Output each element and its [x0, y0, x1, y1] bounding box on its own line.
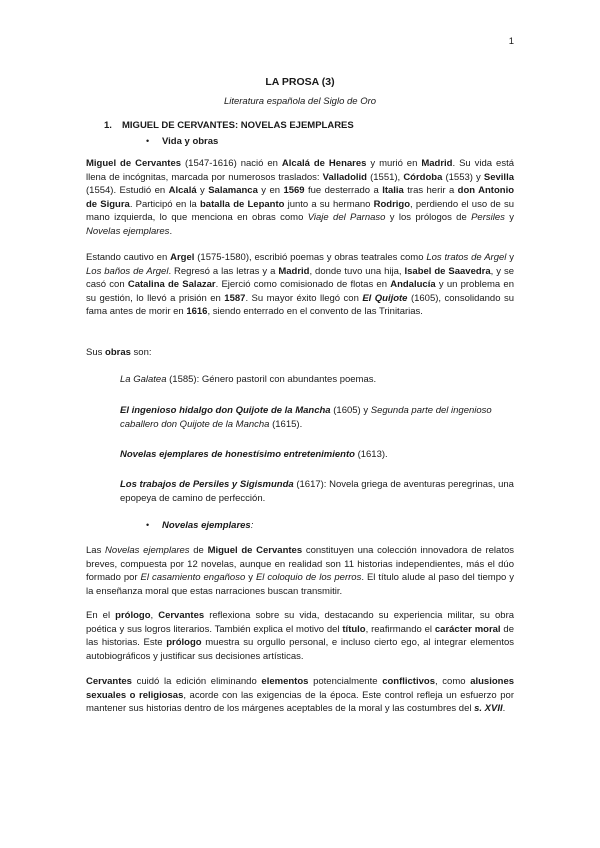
text-bold: obras: [105, 347, 131, 358]
text-bold: Alcalá: [168, 185, 197, 197]
bullet-label: Novelas ejemplares: [162, 520, 251, 531]
text-bold: conflictivos: [382, 676, 435, 687]
text-bold: Miguel de Cervantes: [207, 545, 303, 556]
text: . Participó en la: [129, 198, 200, 210]
work-title: El ingenioso hidalgo don Quijote de la Mancha: [120, 405, 331, 416]
text-bold: Isabel de Saavedra: [404, 265, 491, 277]
text-bold: Córdoba: [403, 171, 443, 183]
text: .: [169, 225, 173, 237]
work-item: [120, 373, 514, 387]
text: son:: [130, 347, 152, 358]
paragraph-edicion: [86, 675, 514, 716]
section-heading: [104, 120, 354, 131]
work-description: (1617): Novela griega de aventuras peregrinas, una epopeya de camino de perfección.: [120, 479, 514, 504]
text-bold: 1616: [186, 306, 208, 318]
section-number: 1.: [104, 120, 112, 131]
text: y: [504, 212, 514, 224]
text: de las historias. Este: [86, 623, 514, 649]
text: ,: [150, 610, 159, 621]
work-description: (1605) y: [330, 405, 371, 416]
text: reflexiona sobre su vida, destacando su experiencia militar, su obra poética y sus logros literarios. También explica el motivo del: [86, 610, 515, 635]
text: y: [245, 572, 256, 584]
text: (1551),: [367, 171, 404, 183]
work-title: Los trabajos de Persiles y Sigismunda: [120, 479, 294, 490]
text: Sus: [86, 347, 106, 358]
bullet-novelas-ejemplares: [146, 520, 253, 531]
text-italic: El casamiento engañoso: [140, 572, 246, 584]
text: , reafirmando el: [365, 623, 435, 635]
text-bold-italic: s. XVII: [474, 703, 503, 715]
text: (1547-1616) nació en: [181, 158, 282, 169]
text-bold: 1587: [224, 292, 246, 304]
text-bold: prólogo: [166, 637, 202, 649]
text: y: [196, 185, 209, 197]
text-italic: Novelas ejemplares: [86, 225, 170, 237]
text-bold: Italia: [382, 185, 404, 197]
document-title: LA PROSA (3): [265, 76, 335, 88]
text-bold: título: [342, 623, 366, 635]
paragraph-works-intro: [86, 346, 514, 360]
text: (1554). Estudió en: [86, 185, 169, 197]
work-item: [120, 478, 514, 505]
text-bold: elementos: [261, 676, 309, 687]
paragraph-biography: [86, 157, 514, 239]
text: de: [189, 545, 208, 556]
work-description: (1613).: [354, 449, 388, 460]
text-bold: Andalucía: [390, 279, 436, 291]
text: fue desterrado a: [304, 185, 383, 197]
text-italic: Viaje del Parnaso: [307, 212, 386, 224]
text: . Regresó a las letras y a: [168, 265, 279, 277]
text: muestra su orgullo personal, e incluso cierto ego, al integrar elementos autobiográficos y justificar sus decisiones artísticas.: [86, 637, 514, 662]
work-description: (1615).: [269, 418, 303, 430]
text: constituyen una colección innovadora de relatos breves, compuesta por 12 novelas, aunque en realidad son 11 historias independientes, más el dúo formado por: [86, 545, 515, 584]
text-bold: Argel: [170, 252, 195, 263]
page-number: 1: [508, 36, 514, 47]
text-italic: Los baños de Argel: [86, 265, 169, 277]
text-bold: Cervantes: [86, 676, 132, 687]
text: junto a su hermano: [284, 198, 374, 210]
work-title: Segunda parte del ingenioso caballero don Quijote de la Mancha: [120, 405, 492, 430]
text: . El título alude al paso del tiempo y la enseñanza moral que estas narraciones buscan transmitir.: [86, 572, 514, 597]
text: . Su mayor éxito llegó con: [245, 292, 363, 304]
text-bold: carácter moral: [434, 623, 501, 635]
paragraph-novelas: [86, 544, 514, 598]
text: (1553) y: [442, 171, 484, 183]
bullet-vida-y-obras: [146, 136, 218, 147]
text-bold: Catalina de Salazar: [127, 279, 216, 291]
text-bold: 1569: [283, 185, 305, 197]
text: tras herir a: [403, 185, 458, 197]
text-bold: Sevilla: [483, 171, 514, 183]
text: , perdiendo el uso de su mano izquierda, lo que menciona en obras como: [86, 198, 515, 224]
document-subtitle: Literatura española del Siglo de Oro: [223, 96, 377, 107]
text-bold: Madrid: [421, 158, 453, 169]
section-title: MIGUEL DE CERVANTES: NOVELAS EJEMPLARES: [122, 120, 354, 131]
text: , acorde con las exigencias de la época. Este control refleja un esfuerzo por mantener sus historias dentro de los márgenes aceptables de la moral y las costumbres del: [86, 689, 514, 715]
text: .: [502, 703, 506, 715]
text-italic: Los tratos de Argel: [426, 252, 507, 263]
text-bold: Cervantes: [158, 610, 205, 621]
text: Estando cautivo en: [86, 252, 171, 263]
text-bold: Valladolid: [322, 171, 367, 183]
bullet-label: Vida y obras: [162, 136, 219, 147]
text: , donde tuvo una hija,: [309, 265, 405, 277]
bullet-colon: :: [250, 520, 254, 531]
text-bold: Madrid: [278, 265, 310, 277]
text: potencialmente: [308, 676, 383, 687]
bullet-dot-icon: •: [146, 520, 150, 530]
work-title: Novelas ejemplares de honestísimo entretenimiento: [120, 449, 355, 460]
text-bold: Salamanca: [208, 185, 258, 197]
text: , como: [434, 676, 471, 687]
text: (1575-1580), escribió poemas y obras teatrales como: [194, 252, 427, 263]
paragraph-prologo: [86, 609, 514, 663]
text-bold: Alcalá de Henares: [281, 158, 367, 169]
work-description: (1585): Género pastoril con abundantes poemas.: [166, 374, 377, 385]
text: En el: [86, 610, 116, 621]
text-bold: don Antonio de Sigura: [86, 185, 515, 210]
paragraph-captivity: [86, 251, 514, 319]
text: . Ejerció como comisionado de flotas en: [215, 279, 391, 291]
text: y murió en: [366, 158, 422, 169]
text-italic: Novelas ejemplares: [105, 545, 190, 556]
text: y: [506, 252, 514, 263]
work-item: [120, 404, 514, 431]
work-item: [120, 448, 514, 462]
text: y los prólogos de: [385, 212, 472, 224]
text: y en: [257, 185, 284, 197]
text-bold-italic: El Quijote: [362, 292, 408, 304]
work-title: La Galatea: [120, 374, 167, 385]
text: (1605), consolidando su fama antes de morir en: [86, 292, 514, 318]
text: y un problema en su gestión, lo llevó a prisión en: [86, 279, 514, 304]
text-bold: prólogo: [115, 610, 151, 621]
text-italic: Persiles: [471, 212, 505, 224]
text: cuidó la edición eliminando: [131, 676, 262, 687]
text: , y se casó con: [86, 265, 514, 291]
text-bold: alusiones sexuales o religiosas: [86, 676, 515, 701]
text-italic: El coloquio de los perros: [255, 572, 362, 584]
text: , siendo enterrado en el convento de las Trinitarias.: [207, 306, 423, 318]
text: Las: [86, 545, 106, 556]
bullet-dot-icon: •: [146, 136, 150, 146]
text: . Su vida está llena de incógnitas, marcada por numerosos traslados:: [86, 158, 515, 183]
text-bold: Rodrigo: [373, 198, 411, 210]
text-bold: batalla de Lepanto: [200, 198, 285, 210]
text-bold: Miguel de Cervantes: [86, 158, 182, 169]
